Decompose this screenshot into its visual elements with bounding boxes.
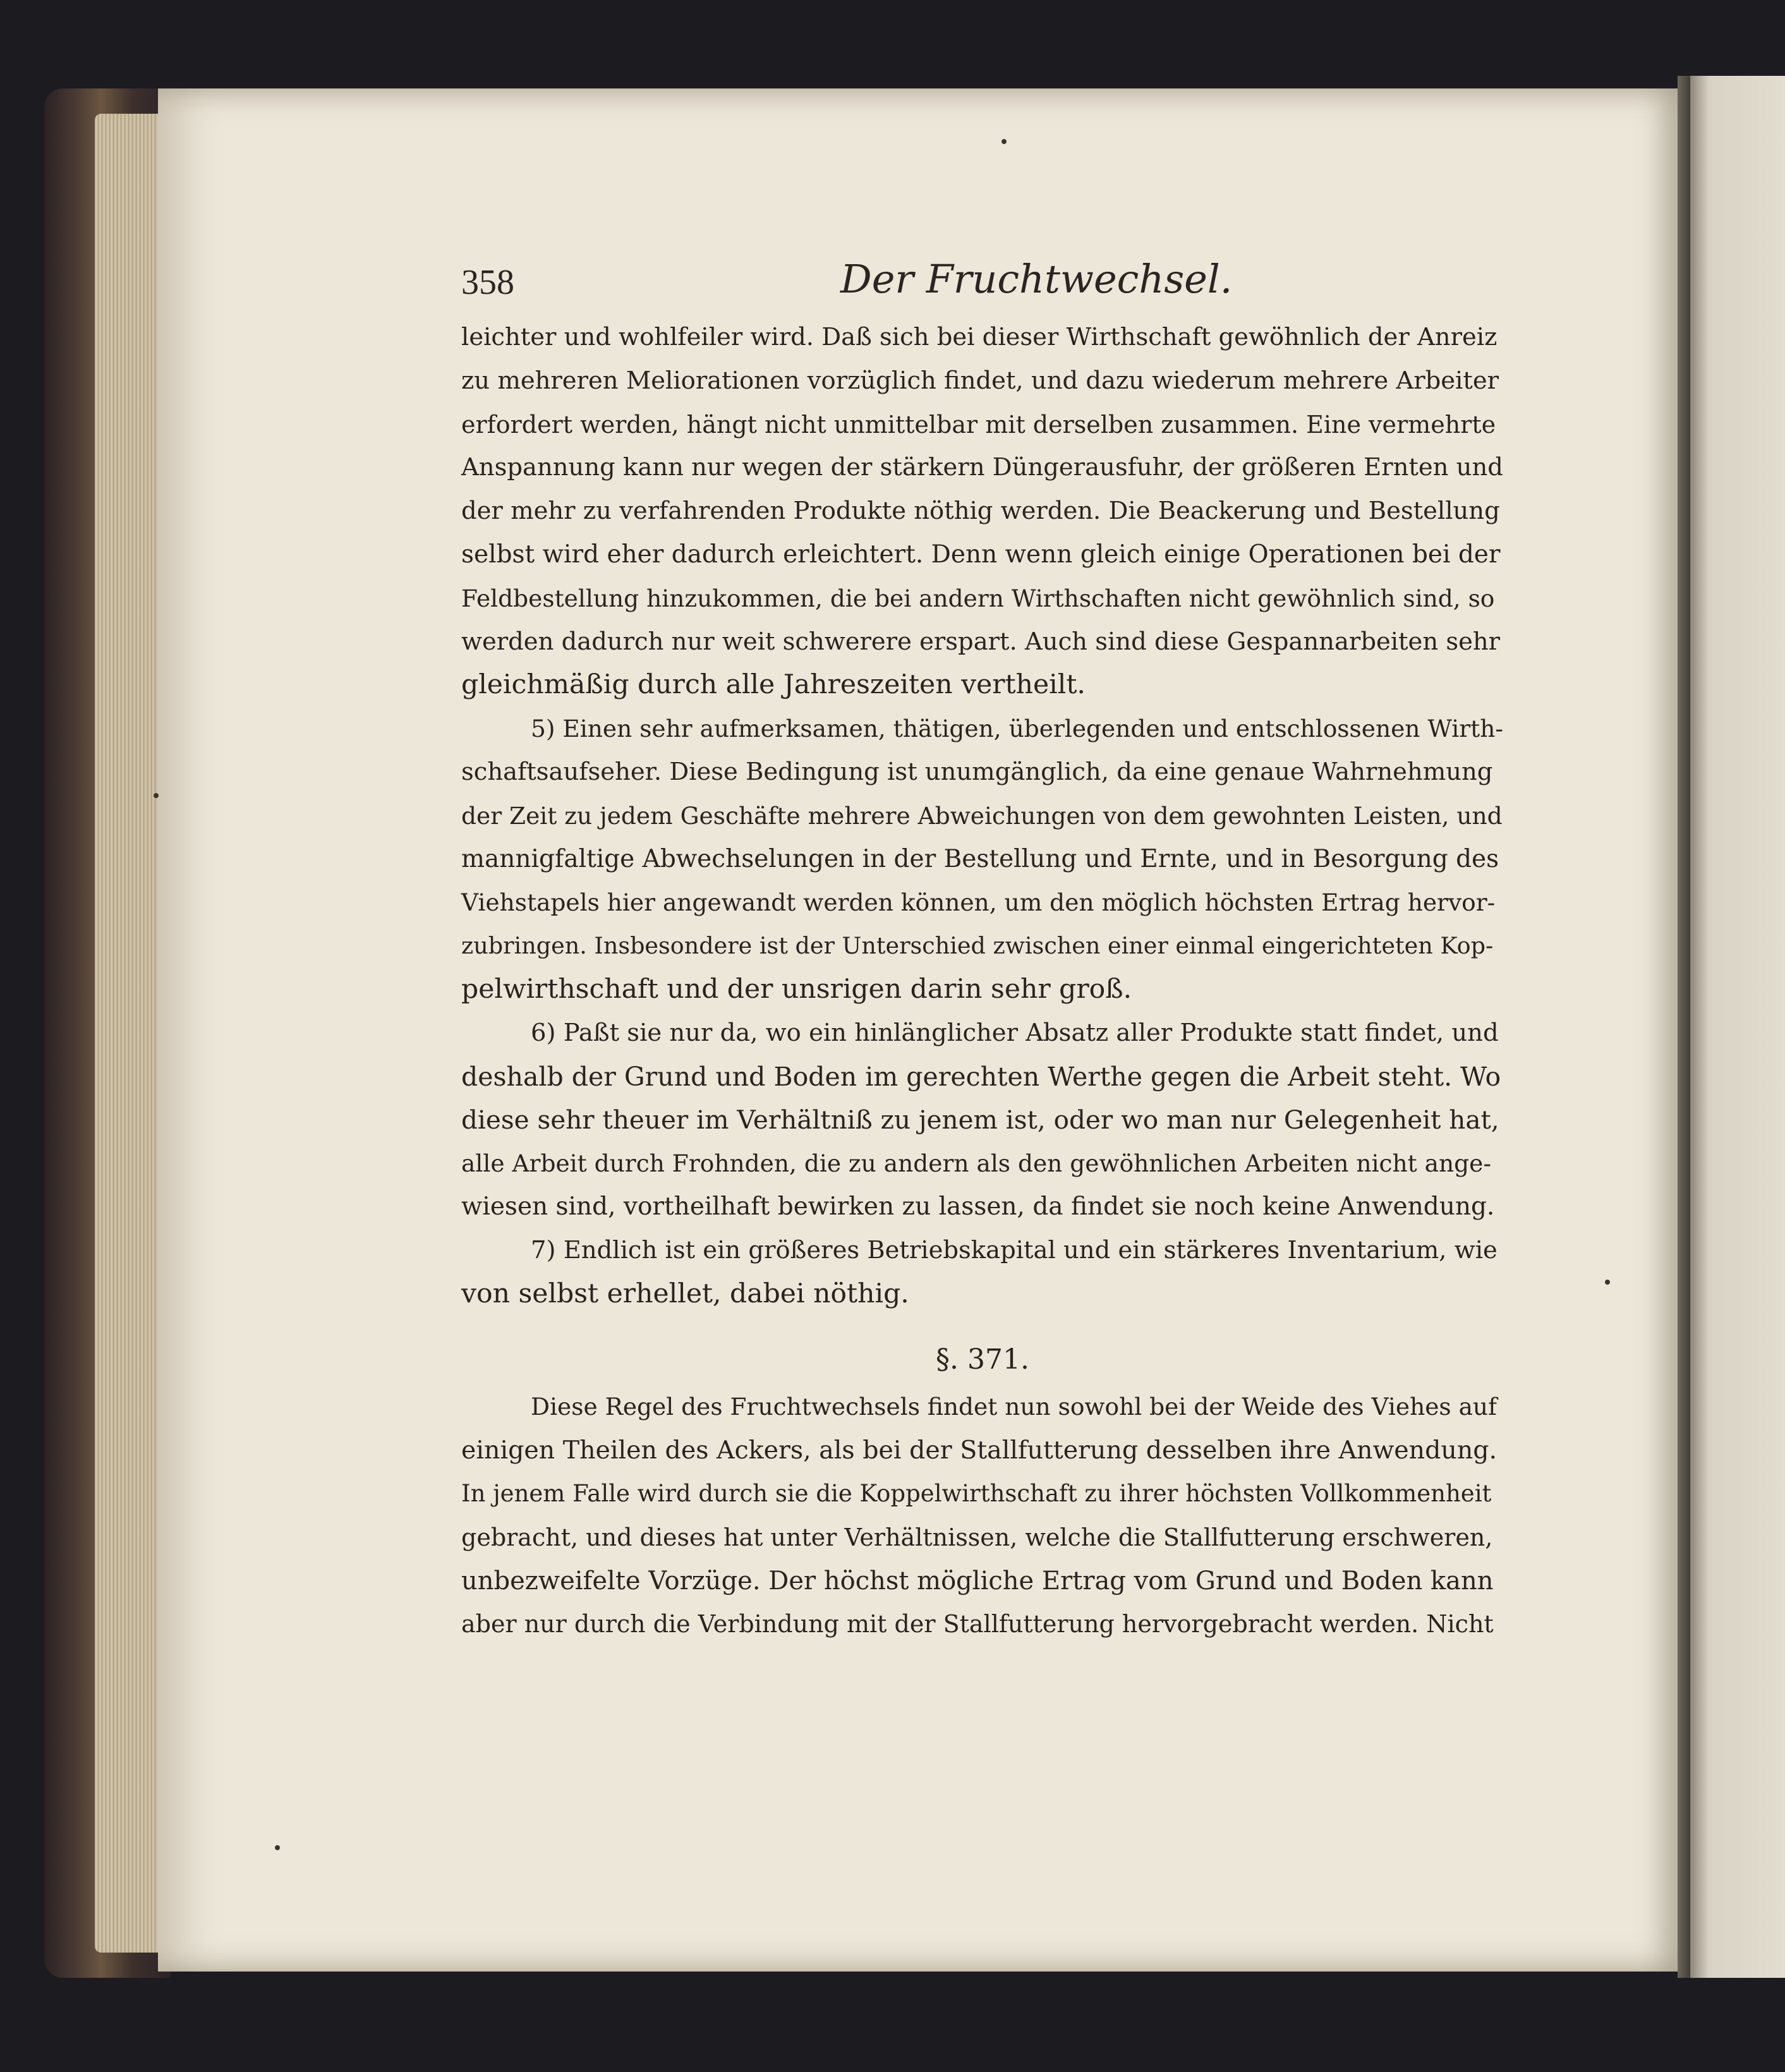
text-line: 5) Einen sehr aufmerksamen, thätigen, überlegenden und entschlossenen Wirth- [531,715,1504,743]
running-title: Der Fruchtwechsel. [840,256,1233,302]
body-text [461,316,1504,1646]
text-line: alle Arbeit durch Frohnden, die zu andern als den gewöhnlichen Arbeiten nicht ange- [461,1149,1492,1178]
text-line: unbezweifelte Vorzüge. Der höchst mögliche Ertrag vom Grund und Boden kann [461,1566,1494,1596]
ink-speck [1001,139,1007,144]
text-line: gebracht, und dieses hat unter Verhältnissen, welche die Stallfutterung erschweren, [461,1523,1493,1551]
text-line: der mehr zu verfahrenden Produkte nöthig werden. Die Beackerung und Bestellung [461,497,1500,526]
text-line: mannigfaltige Abwechselungen in der Bestellung und Ernte, und in Besorgung des [461,844,1499,873]
facing-page-edge [1690,76,1785,1978]
text-line: erfordert werden, hängt nicht unmittelbar mit derselben zusammen. Eine vermehrte [461,410,1496,439]
text-line: In jenem Falle wird durch sie die Koppelwirthschaft zu ihrer höchsten Vollkommenheit [461,1479,1492,1507]
text-line: deshalb der Grund und Boden im gerechten Werthe gegen die Arbeit steht. Wo [461,1061,1501,1092]
text-line: diese sehr theuer im Verhältniß zu jenem ist, oder wo man nur Gelegenheit hat, [461,1105,1499,1136]
ink-speck [154,793,159,798]
text-line: aber nur durch die Verbindung mit der Stallfutterung hervorgebracht werden. Nicht [461,1610,1494,1639]
text-line: gleichmäßig durch alle Jahreszeiten vertheilt. [461,669,1086,701]
section-heading: §. 371. [936,1343,1029,1376]
page-number: 358 [461,263,514,302]
text-line: 6) Paßt sie nur da, wo ein hinlänglicher Absatz aller Produkte statt findet, und [531,1018,1499,1047]
text-line: selbst wird eher dadurch erleichtert. Denn wenn gleich einige Operationen bei der [461,540,1501,569]
ink-speck [1605,1280,1610,1285]
text-line: Diese Regel des Fruchtwechsels findet nun sowohl bei der Weide des Viehes auf [531,1393,1497,1421]
text-line: pelwirthschaft und der unsrigen darin sehr groß. [461,973,1132,1005]
text-line: wiesen sind, vortheilhaft bewirken zu lassen, da findet sie noch keine Anwendung. [461,1192,1495,1221]
text-line: werden dadurch nur weit schwerere erspart. Auch sind diese Gespannarbeiten sehr [461,627,1501,656]
text-line: einigen Theilen des Ackers, als bei der Stallfutterung desselben ihre Anwendung. [461,1436,1498,1465]
text-line: zu mehreren Meliorationen vorzüglich findet, und dazu wiederum mehrere Arbeiter [461,366,1499,395]
text-line: zubringen. Insbesondere ist der Unterschied zwischen einer einmal eingerichteten Kop- [461,932,1494,960]
text-line: Anspannung kann nur wegen der stärkern Düngerausfuhr, der größeren Ernten und [461,453,1503,482]
text-line: von selbst erhellet, dabei nöthig. [461,1278,909,1309]
text-line: Feldbestellung hinzukommen, die bei andern Wirthschaften nicht gewöhnlich sind, so [461,584,1495,612]
ink-speck [275,1845,280,1850]
page-header [461,256,1504,306]
text-line: leichter und wohlfeiler wird. Daß sich bei dieser Wirthschaft gewöhnlich der Anreiz [461,323,1498,351]
text-line: schaftsaufseher. Diese Bedingung ist unumgänglich, da eine genaue Wahrnehmung [461,757,1493,786]
text-line: 7) Endlich ist ein größeres Betriebskapital und ein stärkeres Inventarium, wie [531,1235,1498,1264]
text-line: Viehstapels hier angewandt werden können, um den möglich höchsten Ertrag hervor- [461,888,1496,917]
text-line: der Zeit zu jedem Geschäfte mehrere Abweichungen von dem gewohnten Leisten, und [461,801,1503,830]
